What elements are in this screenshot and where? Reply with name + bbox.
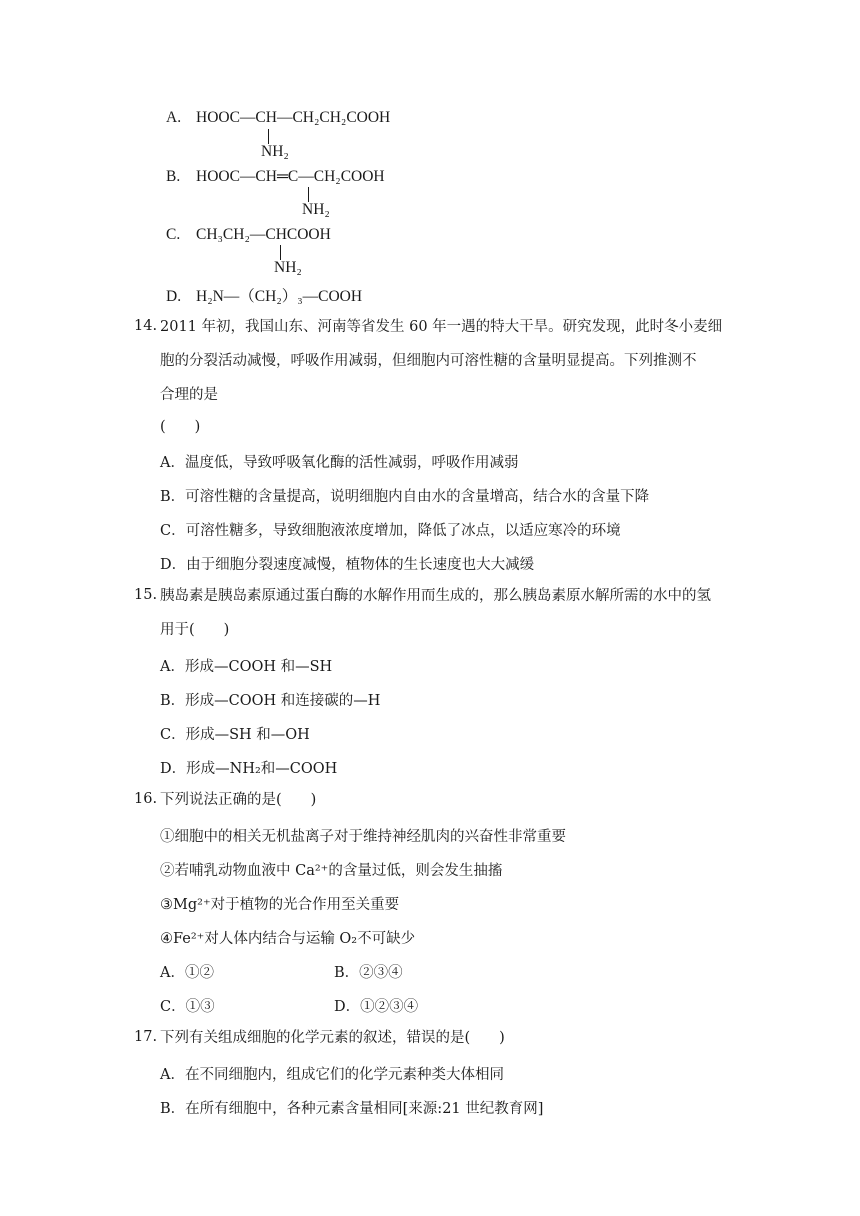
- q14-option-c: C．可溶性糖多，导致细胞液浓度增加，降低了冰点，以适应寒冷的环境: [160, 523, 621, 539]
- q16-stem: 下列说法正确的是( ): [160, 792, 317, 808]
- q16-statement-2: ②若哺乳动物血液中 Ca²⁺的含量过低，则会发生抽搐: [160, 863, 503, 879]
- q13-option-a: A. HOOC—CH—CH₂CH₂COOH: [166, 109, 391, 126]
- q17-option-b: B．在所有细胞中，各种元素含量相同[来源:21 世纪教育网]: [160, 1101, 544, 1117]
- q16-option-a: A．①②: [160, 965, 214, 981]
- q16-option-b: B．②③④: [334, 965, 403, 981]
- q15-option-c: C．形成—SH 和—OH: [160, 727, 310, 743]
- q16-number: 16.: [134, 791, 158, 807]
- q13-option-b: B. HOOC—CH═C—CH₂COOH: [166, 168, 385, 185]
- q16-statement-3: ③Mg²⁺对于植物的光合作用至关重要: [160, 897, 400, 913]
- q15-number: 15.: [134, 587, 158, 603]
- q14-stem-line2: 胞的分裂活动减慢，呼吸作用减弱，但细胞内可溶性糖的含量明显提高。下列推测不: [160, 353, 697, 369]
- q13-option-d: D. H₂N—（CH₂）₃—COOH: [166, 288, 363, 305]
- q15-stem-line1: 胰岛素是胰岛素原通过蛋白酶的水解作用而生成的，那么胰岛素原水解所需的水中的氢: [160, 588, 711, 604]
- bond-line-a: [268, 129, 269, 144]
- bond-line-b: [308, 187, 309, 202]
- branch-b: NH₂: [302, 201, 330, 218]
- branch-a: NH₂: [261, 143, 289, 160]
- formula-a: HOOC—CH—CH₂CH₂COOH: [196, 109, 391, 126]
- formula-b: HOOC—CH═C—CH₂COOH: [196, 168, 385, 185]
- q17-stem: 下列有关组成细胞的化学元素的叙述，错误的是( ): [160, 1030, 505, 1046]
- q15-option-a: A．形成—COOH 和—SH: [160, 659, 333, 675]
- q17-option-a: A．在不同细胞内，组成它们的化学元素种类大体相同: [160, 1067, 504, 1083]
- q14-stem-line3: 合理的是: [160, 387, 218, 403]
- formula-c: CH₃CH₂—CHCOOH: [196, 226, 331, 243]
- q14-option-d: D．由于细胞分裂速度减慢，植物体的生长速度也大大减缓: [160, 557, 535, 573]
- q16-option-c: C．①③: [160, 999, 215, 1015]
- q14-option-a: A．温度低，导致呼吸氧化酶的活性减弱，呼吸作用减弱: [160, 455, 519, 471]
- q14-option-b: B．可溶性糖的含量提高，说明细胞内自由水的含量增高，结合水的含量下降: [160, 489, 650, 505]
- formula-d: H₂N—（CH₂）₃—COOH: [196, 288, 363, 305]
- q15-option-b: B．形成—COOH 和连接碳的—H: [160, 693, 381, 709]
- q16-statement-1: ①细胞中的相关无机盐离子对于维持神经肌肉的兴奋性非常重要: [160, 829, 566, 845]
- q14-stem-line1: 2011 年初，我国山东、河南等省发生 60 年一遇的特大干旱。研究发现，此时冬小麦细: [160, 319, 723, 335]
- q17-number: 17.: [134, 1029, 158, 1045]
- bond-line-c: [280, 245, 281, 260]
- q14-number: 14.: [134, 318, 158, 334]
- q15-stem-line2: 用于( ): [160, 622, 230, 638]
- q13-option-c: C. CH₃CH₂—CHCOOH: [166, 226, 331, 243]
- q14-answer-paren: ( ): [160, 419, 201, 435]
- branch-c: NH₂: [274, 259, 302, 276]
- q16-option-d: D．①②③④: [334, 999, 419, 1015]
- q15-option-d: D．形成—NH₂和—COOH: [160, 761, 338, 777]
- q16-statement-4: ④Fe²⁺对人体内结合与运输 O₂不可缺少: [160, 931, 416, 947]
